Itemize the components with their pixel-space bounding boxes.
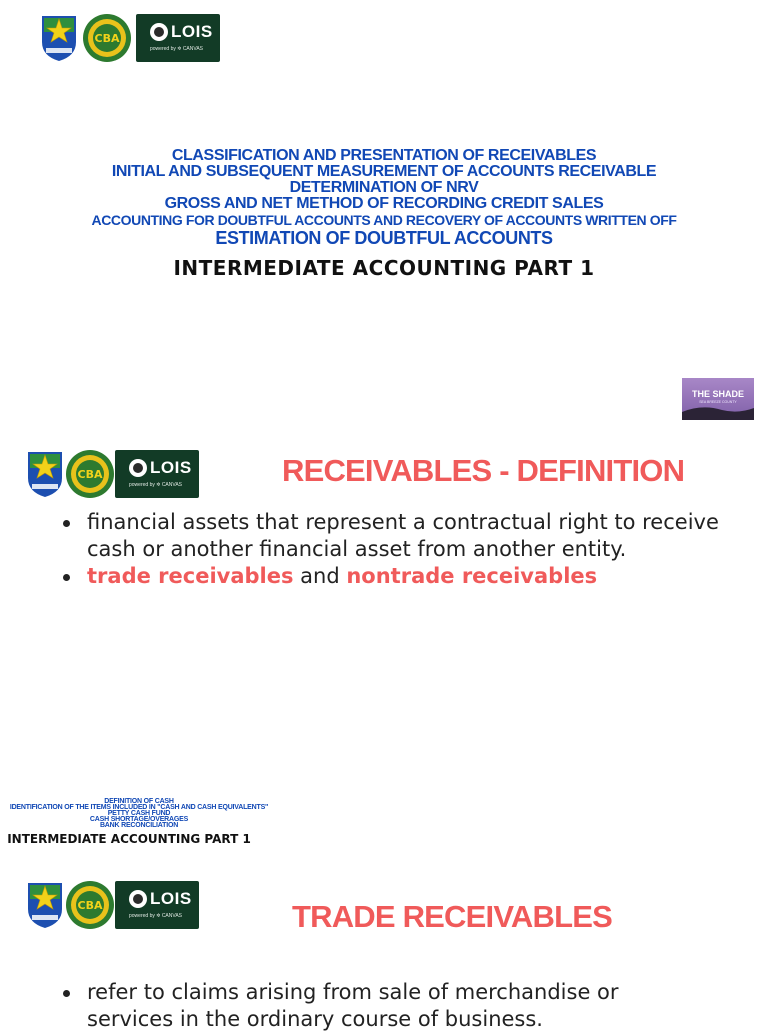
- lois-logo-text: LOIS: [150, 458, 192, 477]
- topic-line: DEFINITION OF CASH: [104, 798, 174, 805]
- topic-line: ACCOUNTING FOR DOUBTFUL ACCOUNTS AND RECOVERY OF ACCOUNTS WRITTEN OFF: [91, 212, 677, 228]
- hill-silhouette-icon: [682, 378, 754, 420]
- topic-line: BANK RECONCILIATION: [99, 822, 179, 829]
- lois-logo-text: LOIS: [150, 889, 192, 908]
- star-shield-logo-icon: [40, 12, 78, 62]
- cba-seal-logo-icon: [65, 449, 115, 499]
- topic-list-small: [0, 799, 278, 829]
- course-title: INTERMEDIATE ACCOUNTING PART 1: [173, 256, 595, 280]
- thumbnail-title: THE SHADE: [691, 389, 744, 399]
- slide-title: TRADE RECEIVABLES: [292, 899, 612, 934]
- cba-seal-logo-icon: [65, 880, 115, 930]
- conjunction: and: [293, 564, 347, 588]
- lois-logo: [136, 14, 220, 62]
- topic-line: PETTY CASH FUND: [107, 810, 171, 817]
- trade-receivables-term: trade receivables: [87, 564, 294, 588]
- star-shield-logo-icon: [26, 879, 64, 929]
- logo-group: [26, 448, 206, 500]
- topic-list: [0, 148, 768, 248]
- powered-by-canvas: powered by ✲ CANVAS: [129, 482, 183, 488]
- lois-avatar-icon: [150, 23, 168, 41]
- topic-line: DETERMINATION OF NRV: [289, 179, 479, 196]
- topic-line: IDENTIFICATION OF THE ITEMS INCLUDED IN "CASH AND CASH EQUIVALENTS": [9, 804, 269, 811]
- lois-avatar-icon: [129, 890, 147, 908]
- logo-group: [40, 12, 220, 64]
- bullet-list: [60, 979, 700, 1033]
- cba-seal-logo-icon: [82, 13, 132, 63]
- lois-avatar-icon: [129, 459, 147, 477]
- bullet-text: financial assets that represent a contractual right to receive cash or another financial asset from another entity.: [87, 510, 719, 561]
- topic-line: INITIAL AND SUBSEQUENT MEASUREMENT OF ACCOUNTS RECEIVABLE: [111, 163, 657, 180]
- list-item: [60, 509, 720, 563]
- slide-title: RECEIVABLES - DEFINITION: [282, 453, 685, 488]
- list-item: [60, 979, 700, 1033]
- lois-logo: [115, 881, 199, 929]
- nontrade-receivables-term: nontrade receivables: [346, 564, 598, 588]
- powered-by-canvas: powered by ✲ CANVAS: [150, 46, 204, 52]
- the-shade-thumbnail[interactable]: [682, 378, 754, 420]
- thumbnail-subtitle: SEA BREEZE COUNTY: [699, 400, 737, 404]
- powered-by-canvas: powered by ✲ CANVAS: [129, 913, 183, 919]
- list-item: [60, 563, 720, 590]
- svg-text:CBA: CBA: [94, 32, 120, 45]
- topic-line: CASH SHORTAGE/OVERAGES: [89, 816, 189, 823]
- svg-text:CBA: CBA: [77, 899, 103, 912]
- bullet-text: refer to claims arising from sale of merchandise or services in the ordinary course of business.: [87, 980, 619, 1031]
- topic-line: CLASSIFICATION AND PRESENTATION OF RECEIVABLES: [171, 147, 597, 164]
- course-title-small: INTERMEDIATE ACCOUNTING PART 1: [7, 832, 251, 846]
- star-shield-logo-icon: [26, 448, 64, 498]
- topic-line: GROSS AND NET METHOD OF RECORDING CREDIT SALES: [164, 195, 604, 212]
- topic-line: ESTIMATION OF DOUBTFUL ACCOUNTS: [215, 228, 553, 248]
- logo-group: [26, 879, 206, 931]
- bullet-list: [60, 509, 720, 590]
- lois-logo: [115, 450, 199, 498]
- lois-logo-text: LOIS: [171, 22, 213, 41]
- svg-text:CBA: CBA: [77, 468, 103, 481]
